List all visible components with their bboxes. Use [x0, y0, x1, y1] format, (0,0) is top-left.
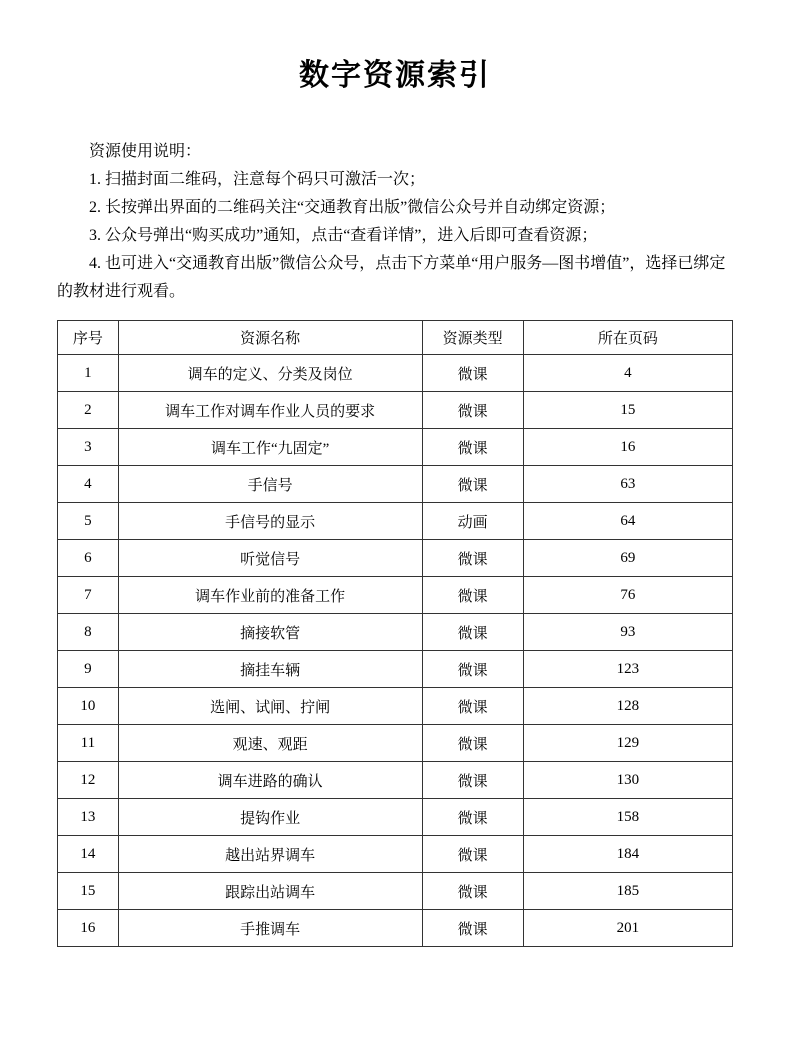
table-cell: 130 — [523, 762, 732, 799]
table-cell: 跟踪出站调车 — [118, 873, 422, 910]
table-row — [58, 614, 733, 651]
table-cell: 6 — [58, 540, 119, 577]
table-cell: 调车作业前的准备工作 — [118, 577, 422, 614]
table-cell: 听觉信号 — [118, 540, 422, 577]
table-cell: 13 — [58, 799, 119, 836]
table-cell: 动画 — [422, 503, 523, 540]
table-row — [58, 762, 733, 799]
table-row — [58, 466, 733, 503]
table-cell: 201 — [523, 910, 732, 947]
table-cell: 摘挂车辆 — [118, 651, 422, 688]
table-cell: 158 — [523, 799, 732, 836]
table-cell: 微课 — [422, 799, 523, 836]
instruction-item: 3. 公众号弹出“购买成功”通知，点击“查看详情”，进入后即可查看资源； — [89, 227, 598, 244]
table-cell: 选闸、试闸、拧闸 — [118, 688, 422, 725]
table-body — [58, 355, 733, 947]
table-cell: 14 — [58, 836, 119, 873]
resource-index-table — [57, 320, 733, 947]
table-cell: 69 — [523, 540, 732, 577]
table-cell: 调车的定义、分类及岗位 — [118, 355, 422, 392]
instruction-item: 1. 扫描封面二维码，注意每个码只可激活一次； — [89, 171, 426, 188]
table-cell: 微课 — [422, 392, 523, 429]
table-row — [58, 651, 733, 688]
table-cell: 4 — [58, 466, 119, 503]
table-cell: 调车工作对调车作业人员的要求 — [118, 392, 422, 429]
table-cell: 越出站界调车 — [118, 836, 422, 873]
table-cell: 微课 — [422, 466, 523, 503]
table-cell: 手信号的显示 — [118, 503, 422, 540]
table-cell: 微课 — [422, 762, 523, 799]
table-cell: 手信号 — [118, 466, 422, 503]
table-cell: 微课 — [422, 651, 523, 688]
table-cell: 提钩作业 — [118, 799, 422, 836]
table-cell: 3 — [58, 429, 119, 466]
table-cell: 15 — [523, 392, 732, 429]
table-cell: 8 — [58, 614, 119, 651]
table-row — [58, 725, 733, 762]
table-cell: 184 — [523, 836, 732, 873]
table-cell: 微课 — [422, 355, 523, 392]
instructions-list — [57, 166, 733, 306]
page-title: 数字资源索引 — [299, 59, 491, 92]
table-cell: 微课 — [422, 577, 523, 614]
instructions-heading: 资源使用说明： — [89, 143, 202, 160]
table-cell: 93 — [523, 614, 732, 651]
table-cell: 调车进路的确认 — [118, 762, 422, 799]
table-cell: 微课 — [422, 688, 523, 725]
table-cell: 手推调车 — [118, 910, 422, 947]
table-row — [58, 688, 733, 725]
table-row — [58, 392, 733, 429]
table-cell: 128 — [523, 688, 732, 725]
table-cell: 微课 — [422, 614, 523, 651]
table-cell: 123 — [523, 651, 732, 688]
table-cell: 微课 — [422, 429, 523, 466]
table-cell: 4 — [523, 355, 732, 392]
table-cell: 5 — [58, 503, 119, 540]
table-cell: 64 — [523, 503, 732, 540]
header-serial-number: 序号 — [58, 321, 119, 355]
table-row — [58, 873, 733, 910]
instruction-item: 4. 也可进入“交通教育出版”微信公众号，点击下方菜单“用户服务—图书增值”，选择已绑定的教材进行观看。 — [57, 255, 726, 300]
table-cell: 调车工作“九固定” — [118, 429, 422, 466]
table-cell: 16 — [58, 910, 119, 947]
table-cell: 摘接软管 — [118, 614, 422, 651]
table-cell: 12 — [58, 762, 119, 799]
table-row — [58, 540, 733, 577]
table-cell: 63 — [523, 466, 732, 503]
table-cell: 10 — [58, 688, 119, 725]
usage-instructions — [57, 138, 733, 306]
header-resource-name: 资源名称 — [118, 321, 422, 355]
table-cell: 15 — [58, 873, 119, 910]
table-cell: 7 — [58, 577, 119, 614]
table-cell: 11 — [58, 725, 119, 762]
table-cell: 129 — [523, 725, 732, 762]
table-cell: 微课 — [422, 836, 523, 873]
table-cell: 16 — [523, 429, 732, 466]
table-cell: 2 — [58, 392, 119, 429]
table-header-row — [58, 321, 733, 355]
instruction-item: 2. 长按弹出界面的二维码关注“交通教育出版”微信公众号并自动绑定资源； — [89, 199, 616, 216]
table-cell: 微课 — [422, 725, 523, 762]
header-page-number: 所在页码 — [523, 321, 732, 355]
table-row — [58, 836, 733, 873]
table-row — [58, 799, 733, 836]
table-row — [58, 910, 733, 947]
table-cell: 185 — [523, 873, 732, 910]
table-row — [58, 503, 733, 540]
table-cell: 微课 — [422, 910, 523, 947]
table-row — [58, 355, 733, 392]
table-cell: 1 — [58, 355, 119, 392]
table-row — [58, 429, 733, 466]
table-cell: 观速、观距 — [118, 725, 422, 762]
header-resource-type: 资源类型 — [422, 321, 523, 355]
table-cell: 9 — [58, 651, 119, 688]
table-cell: 微课 — [422, 540, 523, 577]
table-row — [58, 577, 733, 614]
table-cell: 微课 — [422, 873, 523, 910]
table-cell: 76 — [523, 577, 732, 614]
